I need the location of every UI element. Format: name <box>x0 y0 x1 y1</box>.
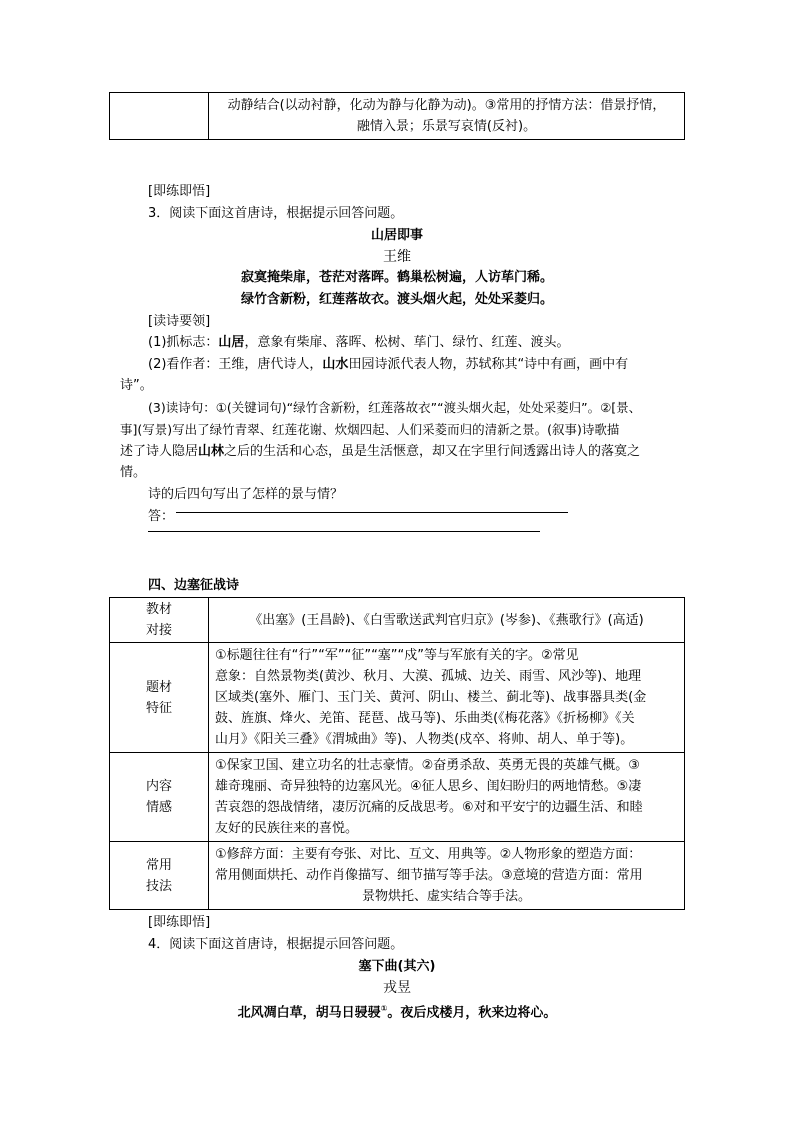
answer-label: 答： <box>148 509 175 524</box>
top-table-line-2: 融情入景；乐景写哀情(反衬)。 <box>356 119 537 134</box>
poem3-author: 王维 <box>383 249 411 265</box>
top-table-line-1: 动静结合(以动衬静，化动为静与化静为动)。③常用的抒情方法：借景抒情， <box>227 98 666 113</box>
row-label-line-2: 对接 <box>145 623 172 638</box>
row-label-line-1: 题材 <box>145 679 172 695</box>
poem4-line-1-a: 北风凋白草，胡马日骎骎 <box>237 1005 381 1021</box>
poem4-line-1-b: 。夜后戍楼月，秋来边将心。 <box>387 1005 557 1021</box>
tip-2-b: 田园诗派代表人物，苏轼称其“诗中有画，画中有 <box>348 357 629 372</box>
row-content-line: ①标题往往有“行”“军”“征”“塞”“戍”等与军旅有关的字。②常见 <box>215 648 579 663</box>
row-content-line: 意象：自然景物类(黄沙、秋月、大漠、孤城、边关、雨雪、风沙等)、地理 <box>215 669 642 684</box>
poem4-author: 戎昱 <box>383 980 411 996</box>
practice3-tag: [即练即悟] <box>148 184 211 199</box>
answer-line-1[interactable] <box>176 512 568 513</box>
row-content-line: ①保家卫国、建立功名的壮志豪情。②奋勇杀敌、英勇无畏的英雄气概。③ <box>215 758 640 773</box>
tip-1-prefix: (1)抓标志： <box>148 335 219 350</box>
row-content-line: 区域类(塞外、雁门、玉门关、黄河、阴山、楼兰、蓟北等)、战事器具类(金 <box>215 690 647 705</box>
row-content-line: 景物烘托、虚实结合等手法。 <box>361 889 531 904</box>
row-content-line: 友好的民族往来的喜悦。 <box>215 821 359 836</box>
poem4-title: 塞下曲(其六) <box>358 959 436 974</box>
tip-3-a: (3)读诗句：①(关键词句)“绿竹含新粉，红莲落故衣”“渡头烟火起，处处采菱归”。②[景、 <box>148 400 642 415</box>
row-content <box>209 643 685 753</box>
row-label <box>110 842 209 910</box>
tip-1-bold: 山居 <box>218 335 245 350</box>
row-label-line-1: 教材 <box>145 602 172 617</box>
top-table-content-cell <box>209 93 685 140</box>
practice4-tag: [即练即悟] <box>148 915 211 930</box>
tip-1 <box>148 332 569 354</box>
row-content-line: 雄奇瑰丽、奇异独特的边塞风光。④征人思乡、闺妇盼归的两地情愁。⑤凄 <box>215 779 642 794</box>
footnote-marker: ① <box>380 1004 388 1013</box>
tips-heading: [读诗要领] <box>148 314 211 329</box>
row-content <box>209 753 685 842</box>
section4-heading: 四、边塞征战诗 <box>148 578 240 593</box>
practice3-ask: 诗的后四句写出了怎样的景与情？ <box>148 487 344 502</box>
tip-2-c: 诗”。 <box>120 378 153 393</box>
tip-3-c-bold: 山林 <box>198 444 225 459</box>
poem4-line-1 <box>0 998 794 1024</box>
practice3-question: 3．阅读下面这首唐诗，根据提示回答问题。 <box>148 206 404 221</box>
row-label <box>110 753 209 842</box>
row-content-line: 山月》《阳关三叠》《渭城曲》等)、人物类(戍卒、将帅、胡人、单于等)。 <box>215 732 634 747</box>
row-content-line: ①修辞方面：主要有夸张、对比、互文、用典等。②人物形象的塑造方面： <box>215 847 642 862</box>
table-row <box>110 598 685 643</box>
row-label-line-2: 情感 <box>145 800 172 815</box>
row-content-line: 《出塞》(王昌龄)、《白雪歌送武判官归京》(岑参)、《燕歌行》(高适) <box>249 612 644 628</box>
tip-3-b: 事](写景)写出了绿竹青翠、红莲花谢、炊烟四起、人们采菱而归的清新之景。(叙事)诗歌描 <box>120 422 620 437</box>
tip-3-c1: 述了诗人隐居 <box>120 444 199 459</box>
tip-2 <box>148 354 628 376</box>
row-content-line: 常用侧面烘托、动作肖像描写、细节描写等手法。③意境的营造方面：常用 <box>215 868 643 883</box>
table-row <box>110 842 685 910</box>
table-row <box>110 753 685 842</box>
row-content-line: 苦哀怨的怨战情绪，凄厉沉痛的反战思考。⑥对和平安宁的边疆生活、和睦 <box>215 800 643 815</box>
section4-table <box>109 597 685 910</box>
row-content <box>209 842 685 910</box>
practice4-question: 4．阅读下面这首唐诗，根据提示回答问题。 <box>148 937 404 952</box>
tip-3-c <box>120 441 640 463</box>
row-label-line-2: 特征 <box>145 700 172 716</box>
answer-line-2[interactable] <box>148 531 540 532</box>
poem3-line-2: 绿竹含新粉，红莲落故衣。渡头烟火起，处处采菱归。 <box>240 292 553 307</box>
tip-2-bold: 山水 <box>322 357 349 372</box>
top-table-label-cell <box>110 93 209 140</box>
row-content <box>209 598 685 643</box>
row-label-line-1: 常用 <box>145 857 172 873</box>
row-label <box>110 598 209 643</box>
table-row <box>110 643 685 753</box>
row-label-line-1: 内容 <box>145 779 172 794</box>
poem3-line-1: 寂寞掩柴扉，苍茫对落晖。鹤巢松树遍，人访荜门稀。 <box>240 270 553 285</box>
top-table <box>109 92 685 140</box>
tip-3-d: 情。 <box>120 465 147 480</box>
tip-3-c2: 之后的生活和心态，虽是生活惬意，却又在字里行间透露出诗人的落寞之 <box>224 444 641 459</box>
tip-1-rest: ，意象有柴扉、落晖、松树、荜门、绿竹、红莲、渡头。 <box>244 335 570 350</box>
poem3-title: 山居即事 <box>370 228 423 243</box>
tip-2-a: (2)看作者：王维，唐代诗人， <box>148 357 323 372</box>
row-content-line: 鼓、旌旗、烽火、羌笛、琵琶、战马等)、乐曲类(《梅花落》《折杨柳》《关 <box>215 711 635 726</box>
row-label <box>110 643 209 753</box>
row-label-line-2: 技法 <box>145 878 172 894</box>
